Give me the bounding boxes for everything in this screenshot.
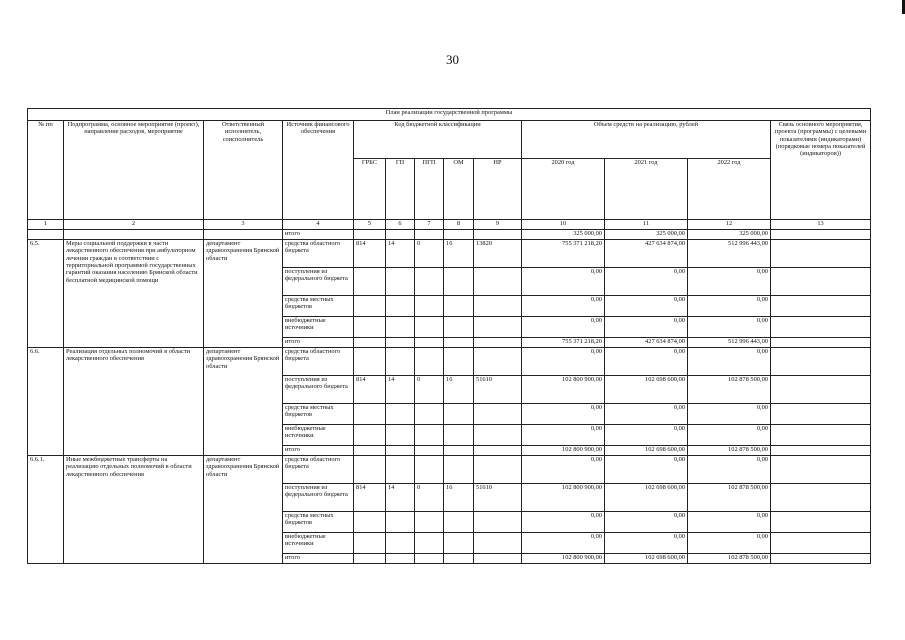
pgp-cell [415, 338, 444, 348]
source-cell: поступления из федерального бюджета [283, 376, 354, 404]
table-row [28, 348, 871, 376]
table-cell [444, 230, 474, 240]
om-cell [444, 348, 474, 376]
header-link: Связь основного мероприятия, проекта (программы) с целевыми показателями (индикаторами) (порядковые номера показателей (индикаторов)) [771, 121, 871, 220]
gp-cell: 14 [386, 240, 415, 268]
col-number: 6 [386, 220, 415, 230]
header-gp: ГП [386, 159, 415, 220]
value-2021-cell: 0,00 [605, 296, 688, 317]
gp-cell [386, 348, 415, 376]
table-cell [354, 230, 386, 240]
section-responsible: департамент здравоохранения Брянской области [204, 240, 283, 348]
grbs-cell [354, 446, 386, 456]
header-volume: Объем средств на реализацию, рублей [522, 121, 771, 159]
value-2020-cell: 0,00 [522, 348, 605, 376]
value-2022-cell: 0,00 [688, 456, 771, 484]
pgp-cell: 0 [415, 376, 444, 404]
value-2022-cell: 0,00 [688, 404, 771, 425]
pgp-cell [415, 296, 444, 317]
table-cell [386, 230, 415, 240]
pgp-cell: 0 [415, 240, 444, 268]
grbs-cell: 814 [354, 484, 386, 512]
value-2022-cell: 102 878 500,00 [688, 484, 771, 512]
grbs-cell [354, 456, 386, 484]
value-2020-cell: 102 800 900,00 [522, 446, 605, 456]
nr-cell: 51610 [474, 484, 522, 512]
source-cell: средства областного бюджета [283, 456, 354, 484]
col-number: 7 [415, 220, 444, 230]
grbs-cell [354, 268, 386, 296]
table-cell [204, 230, 283, 240]
top-total-source: итого [283, 230, 354, 240]
table-cell [771, 230, 871, 240]
section-name: Иные межбюджетные трансферты на реализацию отдельных полномочий в области лекарственного обеспечения [64, 456, 204, 564]
col-number: 8 [444, 220, 474, 230]
nr-cell [474, 338, 522, 348]
value-2020-cell: 0,00 [522, 317, 605, 338]
om-cell [444, 338, 474, 348]
nr-cell [474, 446, 522, 456]
value-2021-cell: 102 698 600,00 [605, 376, 688, 404]
gp-cell [386, 296, 415, 317]
header-num: № пп [28, 121, 64, 220]
top-total-2020: 325 000,00 [522, 230, 605, 240]
pgp-cell [415, 456, 444, 484]
value-2021-cell: 0,00 [605, 533, 688, 554]
link-cell [771, 446, 871, 456]
source-cell: итого [283, 554, 354, 564]
gp-cell [386, 338, 415, 348]
section-name: Меры социальной поддержки в части лекарственного обеспечения при амбулаторном лечении граждан в соответствии с территориальной программой государственных гарантий оказания населению Брянской области бесплатной медицинской помощи [64, 240, 204, 348]
gp-cell [386, 317, 415, 338]
source-cell: внебюджетные источники [283, 317, 354, 338]
om-cell [444, 533, 474, 554]
value-2020-cell: 0,00 [522, 533, 605, 554]
value-2022-cell: 0,00 [688, 296, 771, 317]
value-2021-cell: 0,00 [605, 425, 688, 446]
gp-cell [386, 446, 415, 456]
om-cell [444, 456, 474, 484]
value-2021-cell: 0,00 [605, 512, 688, 533]
header-source: Источник финансового обеспечения [283, 121, 354, 220]
source-cell: средства местных бюджетов [283, 404, 354, 425]
value-2021-cell: 427 634 874,00 [605, 240, 688, 268]
link-cell [771, 456, 871, 484]
col-number: 4 [283, 220, 354, 230]
header-om: ОМ [444, 159, 474, 220]
om-cell [444, 404, 474, 425]
source-cell: средства местных бюджетов [283, 296, 354, 317]
pgp-cell: 0 [415, 484, 444, 512]
gp-cell [386, 425, 415, 446]
value-2021-cell: 0,00 [605, 317, 688, 338]
source-cell: поступления из федерального бюджета [283, 484, 354, 512]
table-cell [415, 230, 444, 240]
value-2022-cell: 0,00 [688, 348, 771, 376]
header-2020: 2020 год [522, 159, 605, 220]
value-2020-cell: 0,00 [522, 296, 605, 317]
top-total-2021: 325 000,00 [605, 230, 688, 240]
value-2020-cell: 0,00 [522, 404, 605, 425]
table-row [28, 240, 871, 268]
value-2022-cell: 102 878 500,00 [688, 554, 771, 564]
table-cell [28, 230, 64, 240]
header-pgp: ПГП [415, 159, 444, 220]
om-cell [444, 296, 474, 317]
pgp-cell [415, 268, 444, 296]
gp-cell [386, 456, 415, 484]
link-cell [771, 425, 871, 446]
header-2022: 2022 год [688, 159, 771, 220]
table-title: План реализации государственной программы [28, 109, 871, 121]
grbs-cell [354, 317, 386, 338]
value-2022-cell: 0,00 [688, 317, 771, 338]
pgp-cell [415, 425, 444, 446]
gp-cell [386, 512, 415, 533]
page-number: 30 [446, 52, 459, 67]
nr-cell [474, 512, 522, 533]
link-cell [771, 554, 871, 564]
value-2020-cell: 102 800 900,00 [522, 484, 605, 512]
om-cell [444, 446, 474, 456]
gp-cell [386, 533, 415, 554]
section-responsible: департамент здравоохранения Брянской области [204, 456, 283, 564]
nr-cell [474, 296, 522, 317]
link-cell [771, 376, 871, 404]
nr-cell: 13820 [474, 240, 522, 268]
value-2021-cell: 0,00 [605, 268, 688, 296]
grbs-cell [354, 554, 386, 564]
nr-cell [474, 268, 522, 296]
col-number: 12 [688, 220, 771, 230]
col-number: 1 [28, 220, 64, 230]
value-2022-cell: 102 878 500,00 [688, 446, 771, 456]
section-number: 6.5. [28, 240, 64, 348]
nr-cell [474, 554, 522, 564]
link-cell [771, 296, 871, 317]
grbs-cell: 814 [354, 376, 386, 404]
om-cell: 16 [444, 376, 474, 404]
grbs-cell [354, 348, 386, 376]
value-2022-cell: 0,00 [688, 268, 771, 296]
col-number: 11 [605, 220, 688, 230]
section-number: 6.6.1. [28, 456, 64, 564]
table-cell [474, 230, 522, 240]
value-2020-cell: 0,00 [522, 512, 605, 533]
grbs-cell [354, 404, 386, 425]
value-2021-cell: 0,00 [605, 456, 688, 484]
grbs-cell: 814 [354, 240, 386, 268]
link-cell [771, 268, 871, 296]
om-cell [444, 317, 474, 338]
source-cell: средства областного бюджета [283, 240, 354, 268]
gp-cell: 14 [386, 376, 415, 404]
col-number: 9 [474, 220, 522, 230]
pgp-cell [415, 446, 444, 456]
om-cell [444, 268, 474, 296]
nr-cell [474, 456, 522, 484]
pgp-cell [415, 554, 444, 564]
grbs-cell [354, 512, 386, 533]
value-2022-cell: 0,00 [688, 512, 771, 533]
value-2021-cell: 102 698 600,00 [605, 446, 688, 456]
link-cell [771, 338, 871, 348]
link-cell [771, 348, 871, 376]
pgp-cell [415, 512, 444, 533]
gp-cell: 14 [386, 484, 415, 512]
header-responsible: Ответственный исполнитель, соисполнитель [204, 121, 283, 220]
link-cell [771, 512, 871, 533]
source-cell: внебюджетные источники [283, 533, 354, 554]
value-2022-cell: 0,00 [688, 533, 771, 554]
header-subprogram: Подпрограмма, основное мероприятие (проект), направление расходов, мероприятие [64, 121, 204, 220]
header-grbs: ГРБС [354, 159, 386, 220]
pgp-cell [415, 533, 444, 554]
link-cell [771, 484, 871, 512]
grbs-cell [354, 425, 386, 446]
source-cell: поступления из федерального бюджета [283, 268, 354, 296]
value-2020-cell: 0,00 [522, 268, 605, 296]
value-2020-cell: 102 800 900,00 [522, 554, 605, 564]
section-name: Реализация отдельных полномочий в области лекарственного обеспечения [64, 348, 204, 456]
link-cell [771, 533, 871, 554]
source-cell: итого [283, 338, 354, 348]
om-cell: 16 [444, 484, 474, 512]
value-2021-cell: 0,00 [605, 348, 688, 376]
nr-cell: 51610 [474, 376, 522, 404]
top-total-2022: 325 000,00 [688, 230, 771, 240]
value-2022-cell: 512 996 443,00 [688, 338, 771, 348]
col-number: 3 [204, 220, 283, 230]
value-2022-cell: 102 878 500,00 [688, 376, 771, 404]
nr-cell [474, 348, 522, 376]
value-2020-cell: 0,00 [522, 456, 605, 484]
om-cell [444, 425, 474, 446]
header-budget-code: Код бюджетной классификации [354, 121, 522, 159]
link-cell [771, 240, 871, 268]
value-2020-cell: 755 371 218,20 [522, 338, 605, 348]
nr-cell [474, 404, 522, 425]
value-2020-cell: 102 800 900,00 [522, 376, 605, 404]
link-cell [771, 317, 871, 338]
source-cell: средства местных бюджетов [283, 512, 354, 533]
om-cell [444, 554, 474, 564]
value-2022-cell: 0,00 [688, 425, 771, 446]
pgp-cell [415, 404, 444, 425]
grbs-cell [354, 296, 386, 317]
col-number: 10 [522, 220, 605, 230]
plan-table [27, 108, 871, 564]
section-responsible: департамент здравоохранения Брянской области [204, 348, 283, 456]
header-2021: 2021 год [605, 159, 688, 220]
pgp-cell [415, 317, 444, 338]
table-row [28, 456, 871, 484]
source-cell: итого [283, 446, 354, 456]
value-2020-cell: 0,00 [522, 425, 605, 446]
gp-cell [386, 554, 415, 564]
pgp-cell [415, 348, 444, 376]
header-nr: НР [474, 159, 522, 220]
section-number: 6.6. [28, 348, 64, 456]
gp-cell [386, 404, 415, 425]
value-2022-cell: 512 996 443,00 [688, 240, 771, 268]
om-cell: 16 [444, 240, 474, 268]
link-cell [771, 404, 871, 425]
grbs-cell [354, 533, 386, 554]
om-cell [444, 512, 474, 533]
source-cell: средства областного бюджета [283, 348, 354, 376]
value-2021-cell: 102 698 600,00 [605, 554, 688, 564]
value-2020-cell: 755 371 218,20 [522, 240, 605, 268]
col-number: 2 [64, 220, 204, 230]
source-cell: внебюджетные источники [283, 425, 354, 446]
value-2021-cell: 102 698 600,00 [605, 484, 688, 512]
nr-cell [474, 317, 522, 338]
gp-cell [386, 268, 415, 296]
nr-cell [474, 425, 522, 446]
col-number: 13 [771, 220, 871, 230]
nr-cell [474, 533, 522, 554]
value-2021-cell: 427 634 874,00 [605, 338, 688, 348]
grbs-cell [354, 338, 386, 348]
table-cell [64, 230, 204, 240]
col-number: 5 [354, 220, 386, 230]
value-2021-cell: 0,00 [605, 404, 688, 425]
